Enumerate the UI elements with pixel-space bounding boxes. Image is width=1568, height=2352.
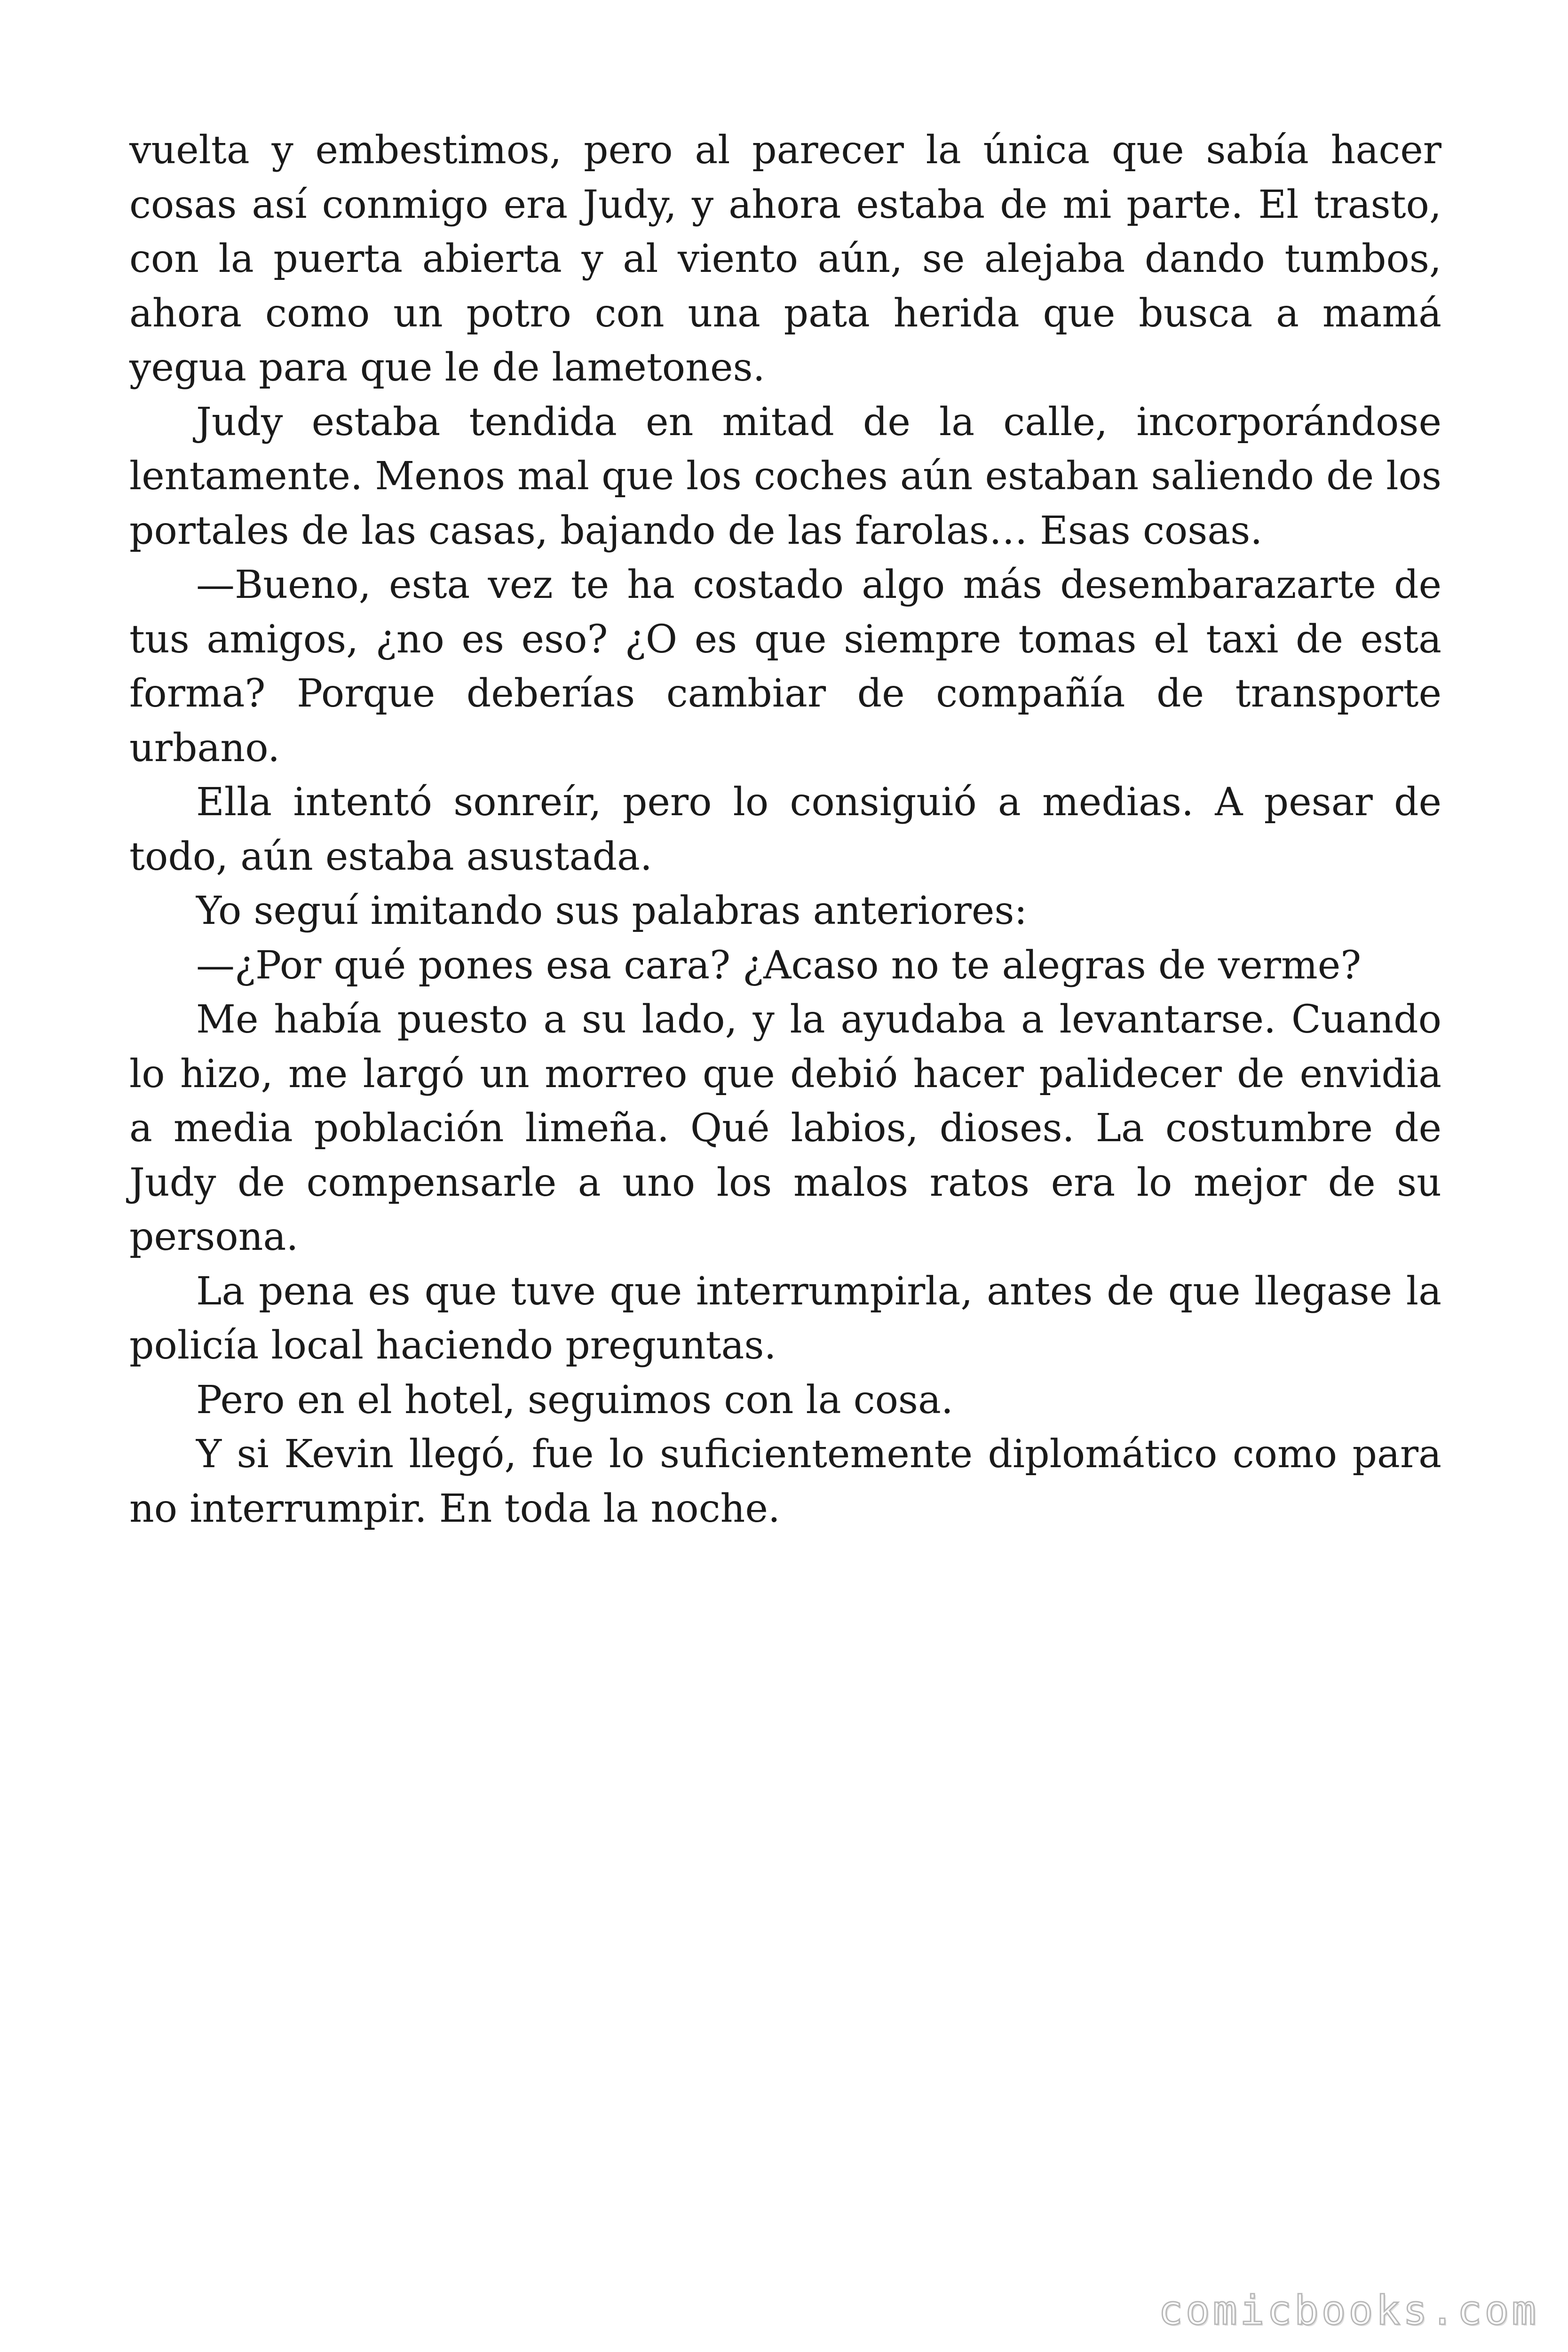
paragraph-7: Me había puesto a su lado, y la ayudaba a levantarse. Cuando lo hizo, me largó un morreo que debió hacer palidecer de envidia a media población limeña. Qué labios, dioses. La costumbre de Judy de compensarle a uno los malos ratos era lo mejor de su persona. [129, 997, 1441, 1259]
paragraph-1: vuelta y embestimos, pero al parecer la única que sabía hacer cosas así conmigo era Judy, y ahora estaba de mi parte. El trasto, con la puerta abierta y al viento aún, se alejaba dando tumbos, ahora como un potro con una pata herida que busca a mamá yegua para que le de lametones. [129, 128, 1441, 390]
paragraph-6: —¿Por qué pones esa cara? ¿Acaso no te alegras de verme? [196, 943, 1362, 988]
watermark: comicbooks.com [1158, 2287, 1539, 2334]
paragraph-3: —Bueno, esta vez te ha costado algo más desembarazarte de tus amigos, ¿no es eso? ¿O es que siempre tomas el taxi de esta forma? Porque deberías cambiar de compañía de transporte urbano. [129, 563, 1441, 771]
body-text [129, 123, 1441, 1536]
paragraph-5: Yo seguí imitando sus palabras anteriores: [196, 889, 1028, 933]
paragraph-9: Pero en el hotel, seguimos con la cosa. [196, 1377, 953, 1422]
paragraph-4: Ella intentó sonreír, pero lo consiguió a medias. A pesar de todo, aún estaba asustada. [129, 780, 1441, 879]
paragraph-2: Judy estaba tendida en mitad de la calle, incorporándose lentamente. Menos mal que los coches aún estaban saliendo de los portales de las casas, bajando de las farolas… Esas cosas. [129, 399, 1441, 553]
paragraph-8: La pena es que tuve que interrumpirla, antes de que llegase la policía local haciendo preguntas. [129, 1269, 1441, 1368]
paragraph-10: Y si Kevin llegó, fue lo suficientemente diplomático como para no interrumpir. En toda la noche. [129, 1432, 1441, 1531]
